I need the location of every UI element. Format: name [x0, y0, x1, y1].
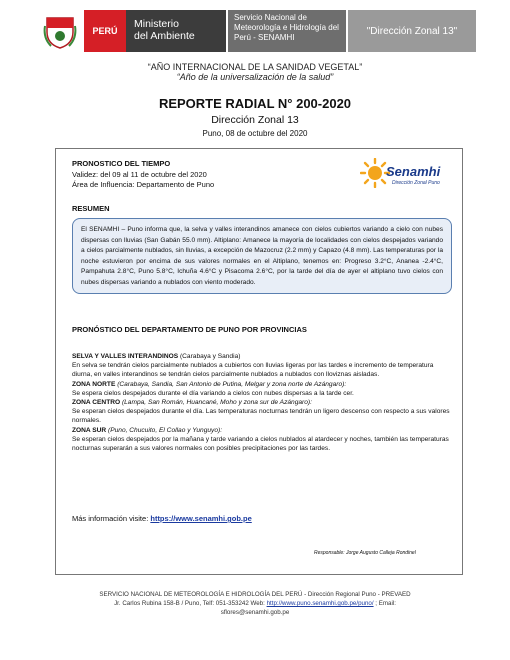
resumen-heading: RESUMEN: [72, 204, 110, 213]
selva-heading: [72, 352, 452, 361]
footer-web-link[interactable]: http://www.puno.senamhi.gob.pe/puno/: [266, 599, 374, 607]
senamhi-line-2: Meteorología e Hidrología del: [234, 23, 339, 32]
responsable: Responsable: Jorge Augusto Calleja Rondinel: [314, 550, 416, 556]
footer-line-2: [60, 600, 450, 609]
footer: [60, 591, 450, 617]
year-motto-2: “Año de la universalización de la salud”: [176, 72, 334, 82]
footer-line-1: SERVICIO NACIONAL DE METEOROLOGÍA E HIDROLOGÍA DEL PERÚ - Dirección Regional Puno - PREVAED: [99, 591, 411, 598]
centro-places: (Lampa, San Román, Huancané, Moho y zona sur de Azángaro):: [120, 399, 312, 407]
senamhi-label: [226, 10, 346, 52]
footer-email-label: ; Email:: [373, 599, 396, 607]
report-subtitle: Dirección Zonal 13: [211, 114, 299, 126]
provincias-body: [72, 352, 452, 453]
logo-sub: Dirección Zonal Puno: [392, 180, 440, 186]
centro-title: ZONA CENTRO: [72, 399, 121, 407]
sur-places: (Puno, Chucuito, El Collao y Yunguyo):: [106, 426, 223, 434]
pronostico-block: [72, 159, 214, 191]
zona-label: "Dirección Zonal 13": [346, 10, 476, 52]
senamhi-link[interactable]: https://www.senamhi.gob.pe: [150, 514, 252, 523]
footer-address: Jr. Carlos Rubina 158-B / Puno, Telf: 051-353242 Web:: [114, 599, 267, 607]
logo-word: Senamhi: [386, 164, 441, 179]
selva-title: SELVA Y VALLES INTERANDINOS: [72, 353, 179, 360]
year-motto-1: “AÑO INTERNACIONAL DE LA SANIDAD VEGETAL”: [147, 62, 363, 72]
norte-places: (Carabaya, Sandia, San Antonio de Putina, Melgar y zona norte de Azángaro):: [115, 380, 347, 388]
footer-email[interactable]: sflores@senamhi.gob.pe: [220, 608, 290, 616]
sur-heading: [72, 426, 452, 435]
senamhi-line-1: Servicio Nacional de: [234, 13, 307, 22]
senamhi-logo: [360, 156, 440, 192]
pronostico-validez: Validez: del 09 al 11 de octubre del 2020: [72, 169, 207, 179]
norte-text: Se espera cielos despejados durante el día variando a cielos con nubes dispersas a la tarde cer.: [72, 389, 354, 397]
selva-text: En selva se tendrán cielos parcialmente nublados a cubiertos con lluvias ligeras por las tardes e incremento de temperatura diurna, en valles interandinos se tendrán cielos parcialmente nublados a nublados con lloviznas aisladas.: [72, 362, 434, 379]
resumen-box: El SENAMHI – Puno informa que, la selva y valles interandinos amanece con cielos cubiertos variando a cielo con nubes dispersas con lluvias (San Gabán 55.0 mm). Altiplano: Amanece la mayoría de localidades con cielos despejados variando a cielos parcialmente nublados, sin lluvias, a excepción de Mazocruz (2.2 mm) y Capazo (4.8 mm). Las temperaturas por la noche estuvieron por encima de sus valores normales en el Altiplano, tenemos en: Progreso 3.2°C, Ananea -2.4°C, Pampahuta 2.8°C, Puno 5.8°C, Ichuña 4.6°C y Pisacoma 2.6°C, por la tarde del día de ayer el altiplano tuvo cielos con nubes dispersas variando a nublados con viento moderado.: [72, 218, 452, 294]
sur-title: ZONA SUR: [72, 426, 107, 434]
norte-heading: [72, 380, 452, 389]
centro-text: Se esperan cielos despejados durante el día. Las temperaturas nocturnas tendrán un ligero descenso con respecto a sus valores normales.: [72, 408, 450, 425]
senamhi-line-3: Perú - SENAMHI: [234, 33, 295, 42]
more-info: [72, 514, 252, 523]
provincias-heading: PRONÓSTICO DEL DEPARTAMENTO DE PUNO POR PROVINCIAS: [72, 325, 307, 334]
pronostico-heading: PRONOSTICO DEL TIEMPO: [72, 159, 171, 168]
report-title: REPORTE RADIAL N° 200-2020: [158, 96, 352, 111]
norte-title: ZONA NORTE: [72, 380, 116, 388]
sur-text: Se esperan cielos despejados por la mañana y tarde variando a cielos nublados al atardecer y noches, también las temperaturas nocturnas superarán a sus valores normales con posibles precipitaciones por las tardes.: [72, 435, 449, 453]
more-info-label: Más información visite:: [72, 514, 151, 523]
centro-heading: [72, 398, 452, 407]
ministerio-label: Ministerio del Ambiente: [126, 10, 226, 52]
pronostico-area: Área de Influencia: Departamento de Puno: [72, 180, 215, 189]
selva-places: (Carabaya y Sandia): [178, 353, 241, 360]
header-band: [36, 10, 476, 52]
year-mottos: [0, 62, 510, 82]
coat-of-arms-icon: [36, 10, 84, 52]
report-date: Puno, 08 de octubre del 2020: [202, 129, 308, 138]
peru-label: PERÚ: [84, 10, 126, 52]
